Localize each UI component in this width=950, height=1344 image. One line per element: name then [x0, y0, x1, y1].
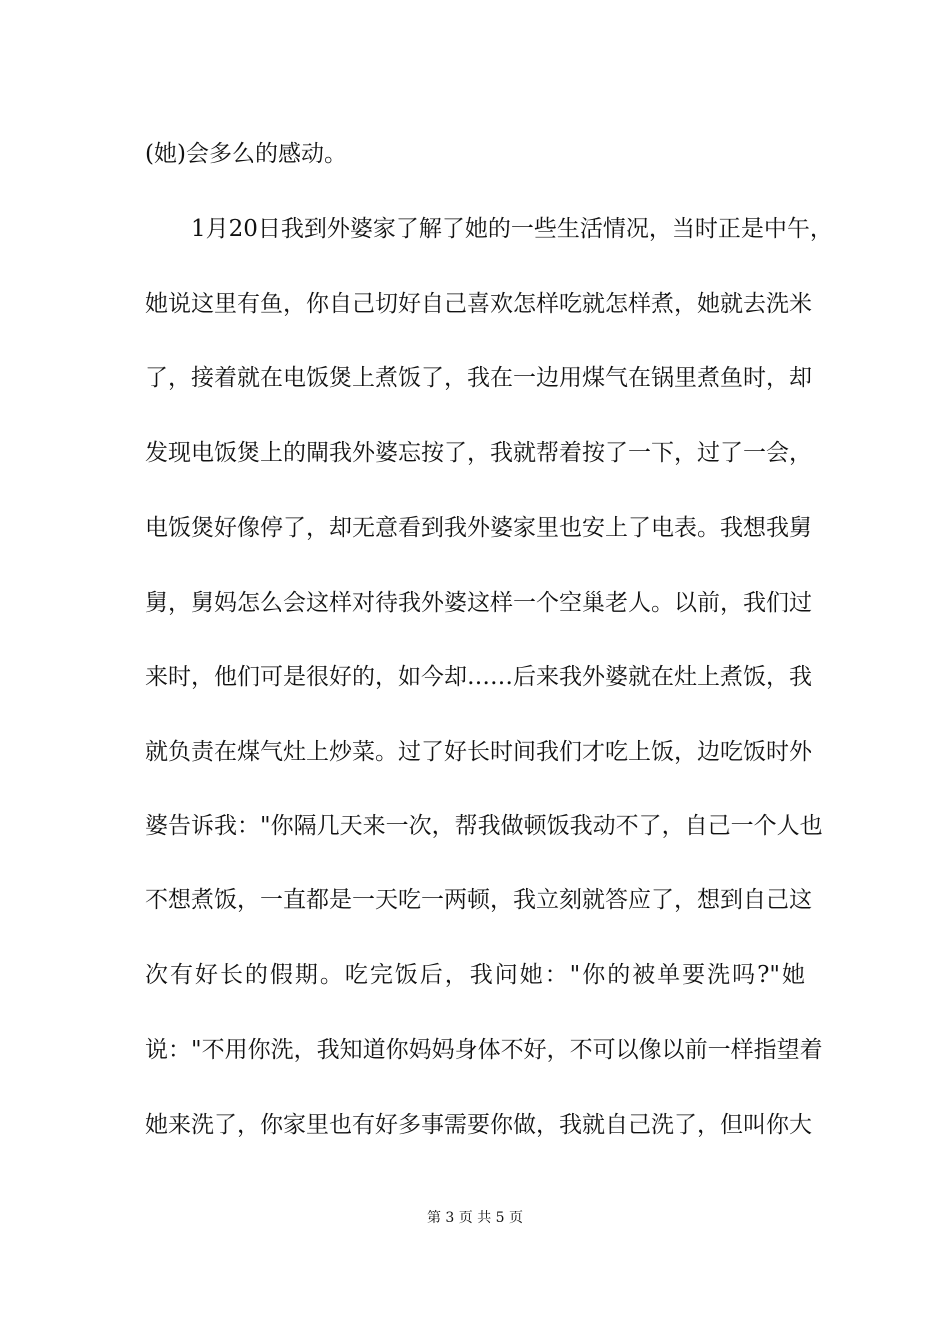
text-line: (她)会多么的感动。 — [145, 141, 347, 167]
text-line: 说："不用你洗，我知道你妈妈身体不好，不可以像以前一样指望着 — [145, 1037, 823, 1063]
text-line: 婆告诉我："你隔几天来一次，帮我做顿饭我动不了，自己一个人也 — [145, 813, 823, 839]
text-line: 电饭煲好像停了，却无意看到我外婆家里也安上了电表。我想我舅 — [145, 515, 812, 541]
text-line: 来时，他们可是很好的，如今却……后来我外婆就在灶上煮饭，我 — [145, 664, 812, 690]
text-line: 就负责在煤气灶上炒菜。过了好长时间我们才吃上饭，边吃饭时外 — [145, 739, 812, 765]
text-line: 次有好长的假期。吃完饭后，我问她："你的被单要洗吗?"她 — [145, 962, 805, 988]
page-number-footer: 第 3 页 共 5 页 — [426, 1210, 524, 1226]
text-line: 了，接着就在电饭煲上煮饭了，我在一边用煤气在锅里煮鱼时，却 — [145, 365, 812, 391]
text-line: 不想煮饭，一直都是一天吃一两顿，我立刻就答应了，想到自己这 — [145, 887, 812, 913]
text-line: 1月20日我到外婆家了解了她的一些生活情况，当时正是中午， — [191, 216, 833, 242]
text-line: 发现电饭煲上的閘我外婆忘按了，我就帮着按了一下，过了一会， — [145, 440, 812, 466]
text-line: 舅，舅妈怎么会这样对待我外婆这样一个空巢老人。以前，我们过 — [145, 590, 812, 616]
text-line: 她来洗了，你家里也有好多事需要你做，我就自己洗了，但叫你大 — [145, 1112, 812, 1138]
text-line: 她说这里有鱼，你自己切好自己喜欢怎样吃就怎样煮，她就去洗米 — [145, 291, 812, 317]
